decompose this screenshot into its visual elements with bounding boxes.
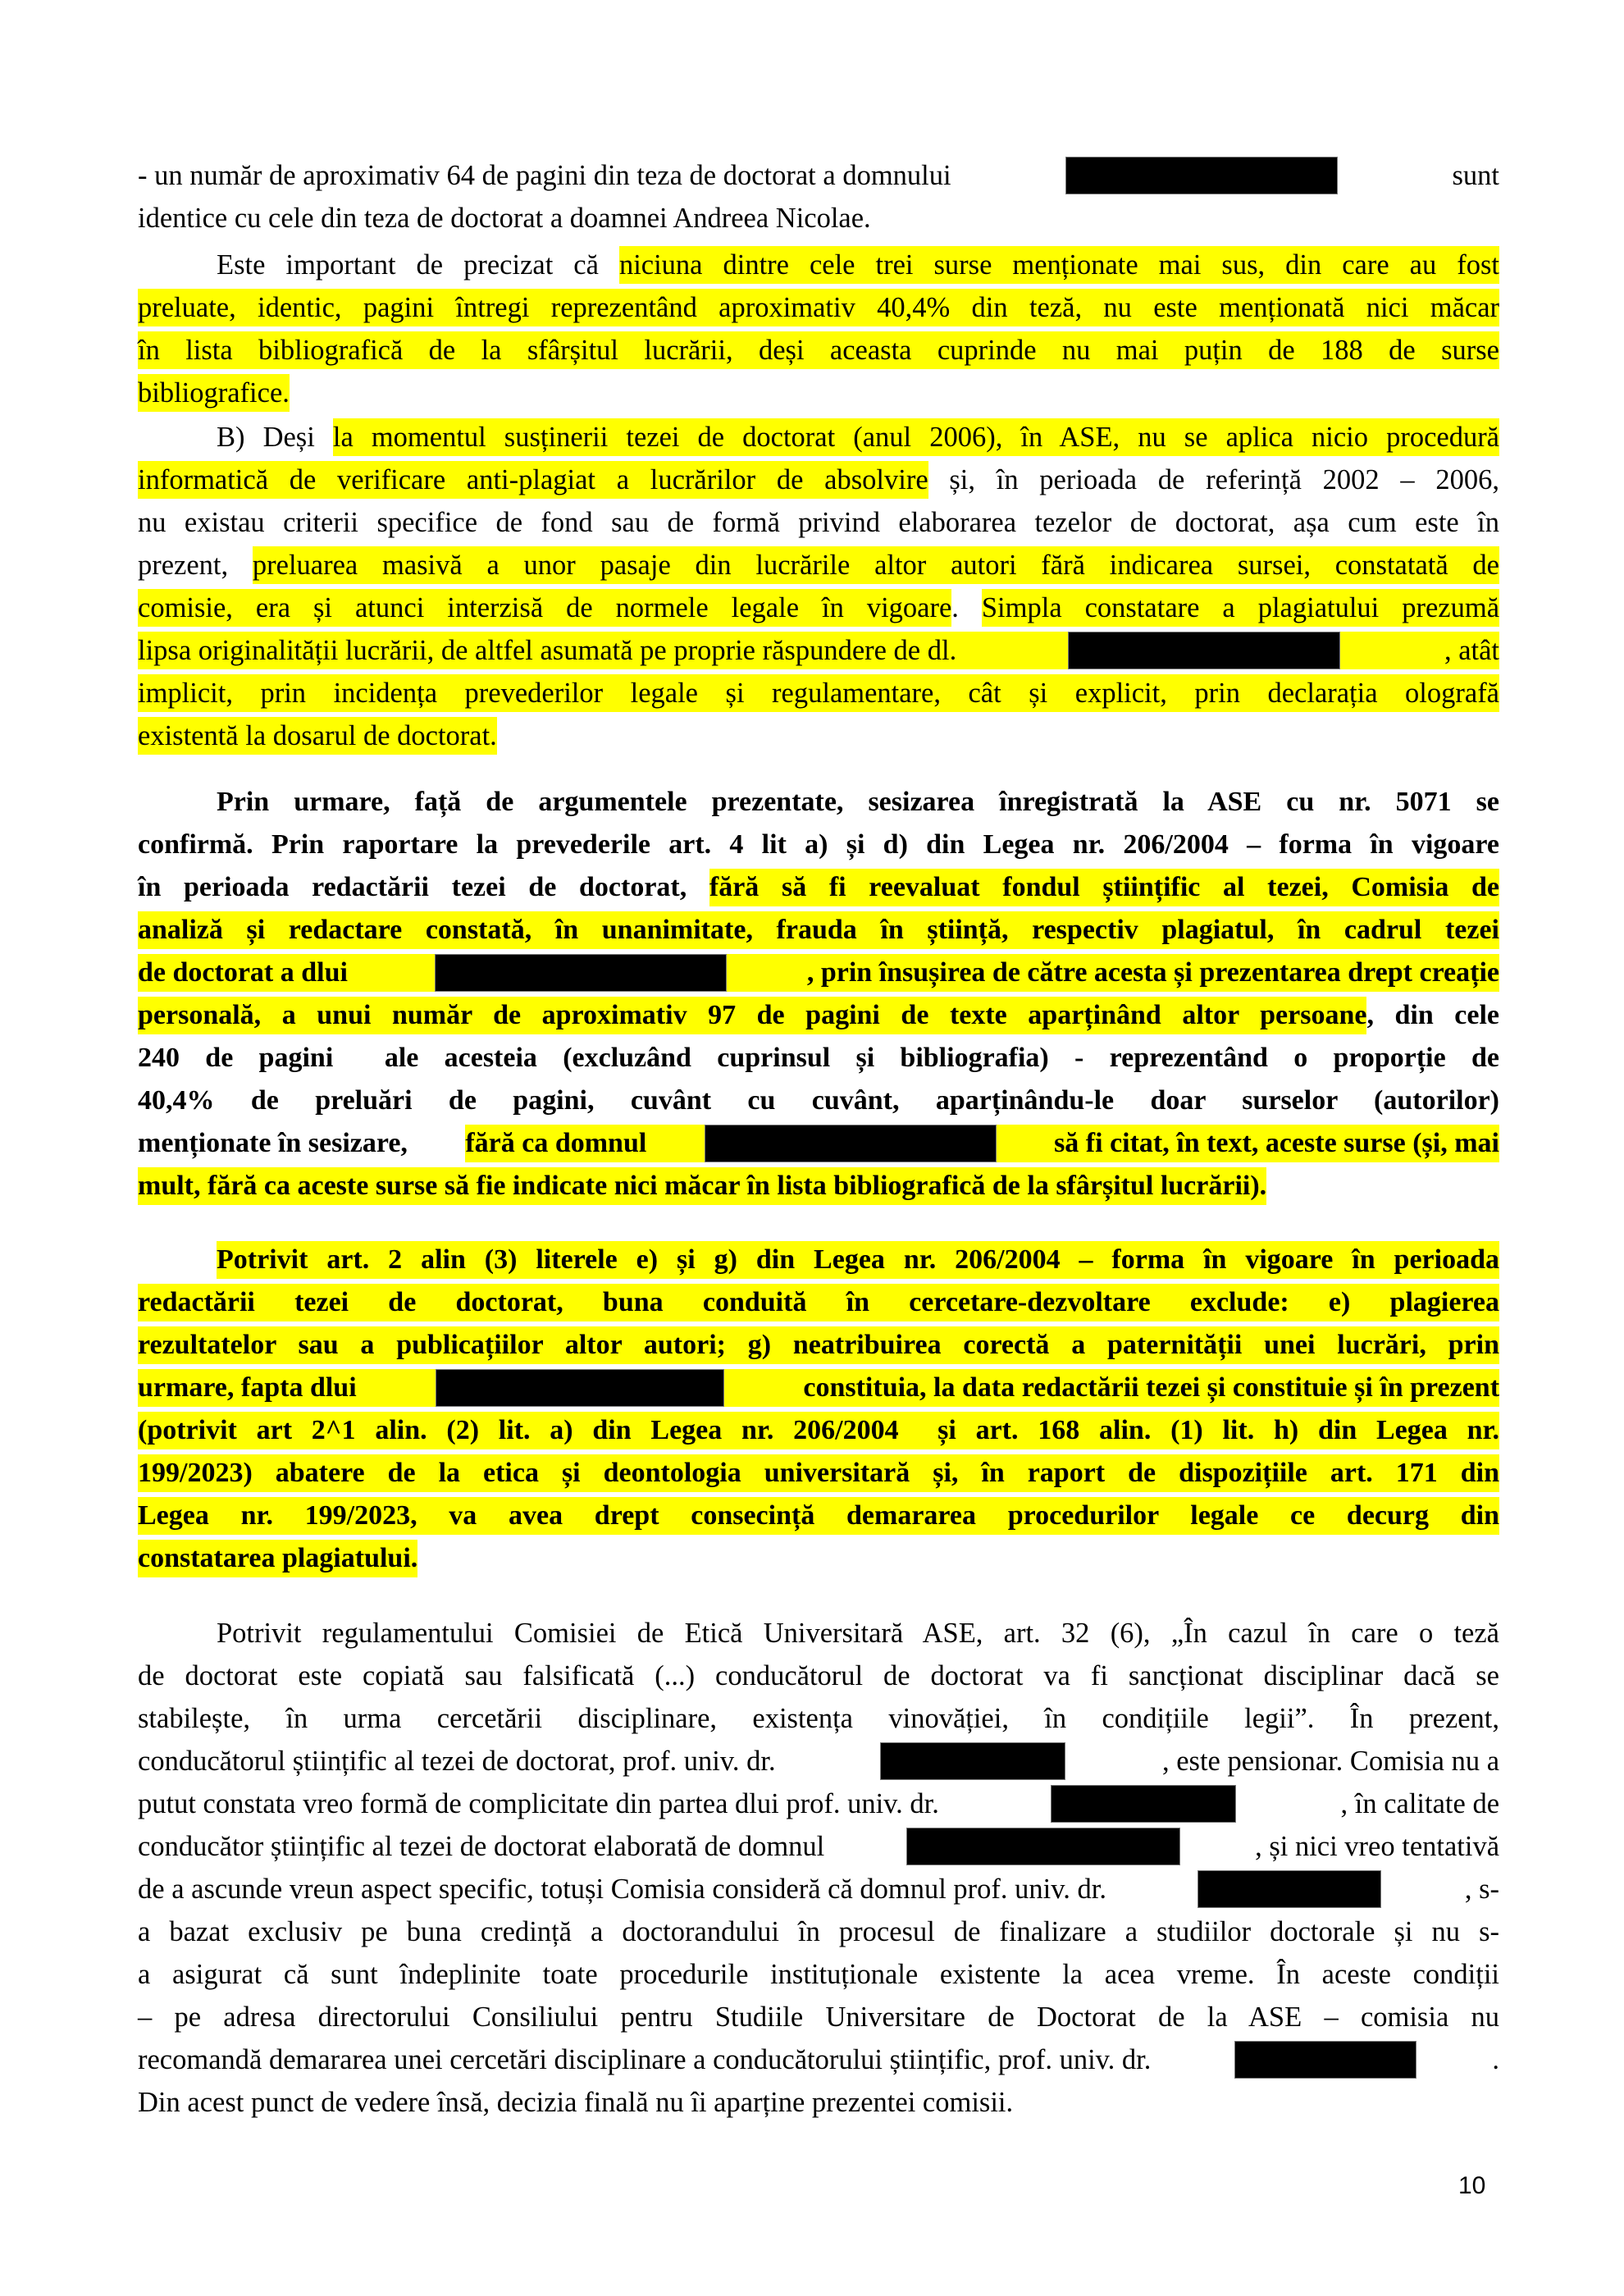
highlighted-text: să fi citat, în text, aceste surse (și, mai [1047,1125,1499,1162]
text-line [138,1369,1499,1407]
justify-gap [997,1125,1047,1162]
body-text: în perioada redactării tezei de doctorat, [138,872,709,902]
highlighted-text: comisie, era și atunci interzisă de normele legale în vigoare [138,589,951,627]
highlighted-text: lipsa originalității lucrării, de altfel asumată pe proprie răspundere de dl. [138,632,964,669]
highlighted-text: 199/2023) abatere de la etica și deontologia universitară și, în raport de dispozițiile art. 171 din [138,1454,1499,1492]
text-line [138,199,1499,237]
body-text: Prin urmare, față de argumentele prezentate, sesizarea înregistrată la ASE cu nr. 5071 se [217,787,1499,817]
highlighted-text: constituia, la data redactării tezei și constituie și în prezent [796,1369,1499,1407]
highlighted-text: urmare, fapta dlui [138,1369,363,1407]
body-text: confirmă. Prin raportare la prevederile art. 4 lit a) și d) din Legea nr. 206/2004 – forma în vigoare [138,829,1499,860]
redaction-box [1051,1785,1236,1823]
text-line [217,246,1499,284]
redaction-box [1197,1870,1381,1908]
highlighted-text: fără să fi reevaluat fondul științific al tezei, Comisia de [709,869,1499,906]
justify-gap [354,954,435,992]
text-line [217,418,1499,456]
text-line [138,1167,1499,1205]
body-text: stabilește, în urma cercetării disciplinare, existența vinovăției, în condițiile legii”. În prezent, [138,1703,1499,1734]
text-line [138,289,1499,326]
text-line [138,1657,1499,1695]
body-text: 240 de pagini ale acesteia (excluzând cuprinsul și bibliografia) - reprezentând o proporție de [138,1043,1499,1073]
highlighted-text: Legea nr. 199/2023, va avea drept consecință demararea procedurilor legale ce decurg din [138,1497,1499,1535]
text-line [217,1241,1499,1279]
text-line [138,546,1499,584]
body-text: a asigurat că sunt îndeplinite toate procedurile instituționale existente la acea vreme. În aceste condiții [138,1959,1499,1990]
text-line [138,954,1499,992]
highlighted-text: , prin însușirea de către acesta și prezentarea drept creație [807,954,1499,992]
highlighted-text: existentă la dosarul de doctorat. [138,717,497,755]
text-line [138,717,1499,755]
text-line [138,2041,1499,2079]
text-line [138,1956,1499,1993]
highlighted-text: (potrivit art 2^1 alin. (2) lit. a) din Legea nr. 206/2004 și art. 168 alin. (1) lit. h) din Legea nr. [138,1412,1499,1449]
body-text: de doctorat este copiată sau falsificată (...) conducătorul de doctorat va fi sancționat disciplinar dacă se [138,1660,1499,1691]
body-text: Este important de precizat că [217,249,619,281]
text-line [138,1540,1499,1577]
highlighted-text: Simpla constatare a plagiatului prezumă [982,589,1499,627]
text-line [138,1454,1499,1492]
text-line [138,1913,1499,1951]
highlighted-text: redactării tezei de doctorat, buna conduită în cercetare-dezvoltare exclude: e) plagierea [138,1284,1499,1321]
body-text: – pe adresa directorului Consiliului pentru Studiile Universitare de Doctorat de la ASE – comisia nu [138,2002,1499,2033]
body-text: menționate în sesizare, [138,1128,415,1158]
redaction-box [1065,157,1338,194]
justify-gap [724,1369,796,1407]
body-text: . [951,592,982,623]
text-line [138,1700,1499,1737]
text-line [138,589,1499,627]
text-line [138,2084,1499,2121]
highlighted-text: în lista bibliografică de la sfârșitul lucrării, deși aceasta cuprinde nu mai puțin de 188 de surse [138,331,1499,369]
body-text: conducător științific al tezei de doctorat elaborată de domnul [138,1831,832,1862]
text-line [138,461,1499,499]
text-line [217,1614,1499,1652]
body-text: - un număr de aproximativ 64 de pagini din teza de doctorat a domnului [138,160,951,191]
body-text: , este pensionar. Comisia nu a [1161,1746,1500,1777]
text-line [138,1870,1499,1908]
text-line [217,783,1499,821]
text-line [138,504,1499,541]
page-number: 10 [1458,2172,1486,2199]
text-line [138,997,1499,1034]
text-line [138,674,1499,712]
redaction-box [906,1828,1180,1865]
body-text: recomandă demararea unei cercetări disciplinare a conducătorului științific, prof. univ. dr. [138,2044,1159,2075]
text-line [138,1412,1499,1449]
redaction-box [1234,2041,1416,2079]
justify-gap [964,632,1068,669]
body-text: a bazat exclusiv pe buna credință a doctorandului în procesul de finalizare a studiilor doctorale și nu s- [138,1916,1499,1947]
redaction-box [705,1125,997,1162]
highlighted-text: de doctorat a dlui [138,954,354,992]
body-text: conducătorul științific al tezei de doctorat, prof. univ. dr. [138,1746,783,1777]
justify-gap [727,954,807,992]
text-line [138,1326,1499,1364]
text-line [138,826,1499,864]
text-line [138,1284,1499,1321]
highlighted-text: Potrivit art. 2 alin (3) literele e) și g) din Legea nr. 206/2004 – forma în vigoare în perioada [217,1241,1499,1279]
redaction-box [880,1742,1065,1780]
justify-gap [363,1369,436,1407]
highlighted-text: preluate, identic, pagini întregi reprezentând aproximativ 40,4% din teză, nu este menționată nici măcar [138,289,1499,326]
text-line [138,157,1499,194]
body-text: , din cele [1366,1000,1500,1030]
highlighted-text: constatarea plagiatului. [138,1540,417,1577]
body-text: putut constata vreo formă de complicitate din partea dlui prof. univ. dr. [138,1788,947,1819]
redaction-box [436,1369,724,1407]
highlighted-text: la momentul susținerii tezei de doctorat (anul 2006), în ASE, nu se aplica nicio procedură [333,418,1499,456]
body-text: Potrivit regulamentului Comisiei de Etică Universitară ASE, art. 32 (6), „În cazul în care o teză [217,1618,1499,1649]
text-line [138,1828,1499,1865]
text-line [138,374,1499,412]
body-text: de a ascunde vreun aspect specific, totuși Comisia consideră că domnul prof. univ. dr. [138,1874,1114,1905]
text-line [138,632,1499,669]
text-line [138,1742,1499,1780]
text-line [138,1125,1499,1162]
body-text: și, în perioada de referință 2002 – 2006, [928,464,1500,495]
redaction-box [1068,632,1340,669]
highlighted-text: rezultatelor sau a publicațiilor altor autori; g) neatribuirea corectă a paternității unei lucrări, prin [138,1326,1499,1364]
body-text: , s- [1464,1874,1500,1905]
highlighted-text: informatică de verificare anti-plagiat a lucrărilor de absolvire [138,461,928,499]
text-line [138,869,1499,906]
text-line [138,331,1499,369]
body-text: . [1492,2044,1499,2075]
highlighted-text: analiză și redactare constată, în unanimitate, frauda în știință, respectiv plagiatul, în cadrul tezei [138,911,1499,949]
highlighted-text: niciuna dintre cele trei surse menționate mai sus, din care au fost [619,246,1499,284]
body-text: nu existau criterii specifice de fond sau de formă privind elaborarea tezelor de doctorat, așa cum este în [138,507,1499,538]
body-text: B) Deși [217,422,333,453]
text-line [138,1039,1499,1077]
text-line [138,911,1499,949]
justify-gap [1340,632,1444,669]
body-text: sunt [1452,160,1500,191]
text-line [138,1497,1499,1535]
body-text: , în calitate de [1340,1788,1500,1819]
text-line [138,1082,1499,1120]
highlighted-text: personală, a unui număr de aproximativ 97 de pagini de texte aparținând altor persoane [138,997,1366,1034]
body-text: identice cu cele din teza de doctorat a doamnei Andreea Nicolae. [138,203,871,234]
highlighted-text: preluarea masivă a unor pasaje din lucrările altor autori fără indicarea sursei, constatată de [253,546,1499,584]
text-line [138,1785,1499,1823]
highlighted-text: , atât [1444,632,1499,669]
justify-gap [654,1125,705,1162]
body-text: 40,4% de preluări de pagini, cuvânt cu cuvânt, aparținându-le doar surselor (autorilor) [138,1085,1499,1116]
highlighted-text: bibliografice. [138,374,290,412]
redaction-box [435,954,727,992]
highlighted-text: mult, fără ca aceste surse să fie indicate nici măcar în lista bibliografică de la sfârșitul lucrării). [138,1167,1266,1205]
body-text: , și nici vreo tentativă [1255,1831,1500,1862]
highlighted-text: fără ca domnul [465,1125,654,1162]
text-line [138,1998,1499,2036]
highlighted-text: implicit, prin incidența prevederilor legale și regulamentare, cât și explicit, prin declarația olografă [138,674,1499,712]
body-text: prezent, [138,550,253,581]
body-text: Din acest punct de vedere însă, decizia finală nu îi aparține prezentei comisii. [138,2087,1014,2118]
